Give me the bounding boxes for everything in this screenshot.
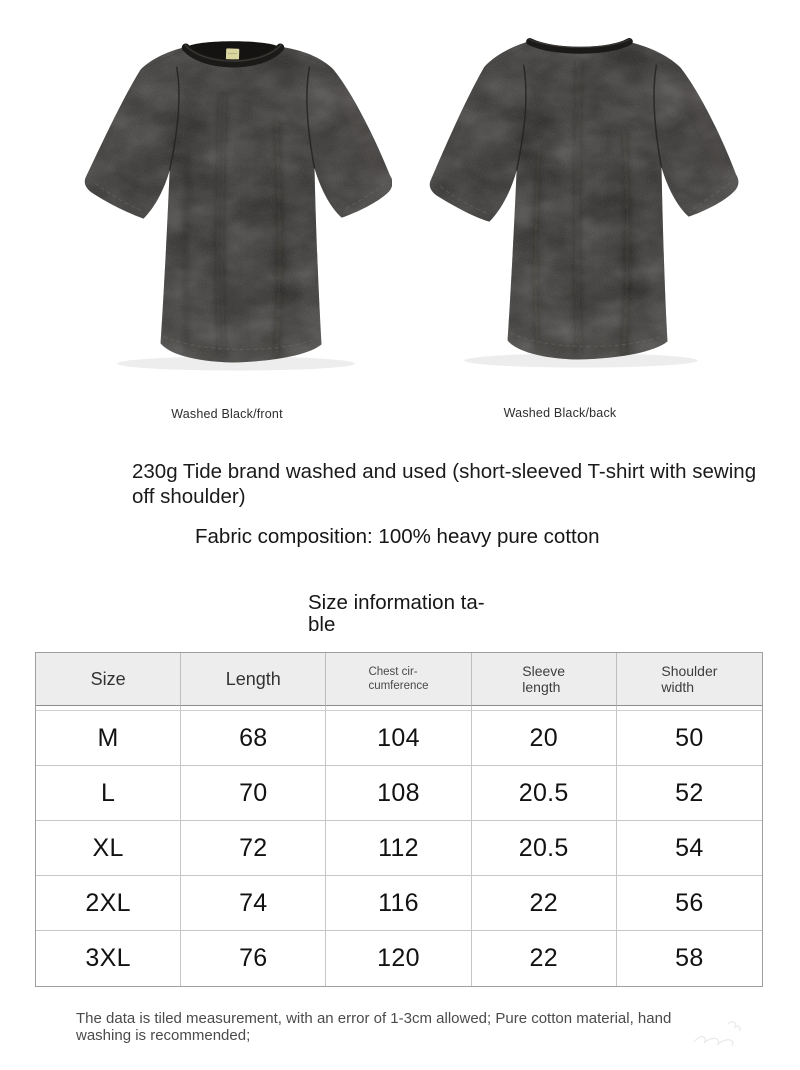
size-value: 76 bbox=[181, 931, 326, 986]
size-value: 104 bbox=[326, 711, 471, 766]
size-row-label: XL bbox=[36, 821, 181, 876]
size-table-header-2: Chest cir- cumference bbox=[326, 653, 471, 706]
size-row-label: 2XL bbox=[36, 876, 181, 931]
size-table-title bbox=[308, 592, 485, 635]
size-value: 54 bbox=[617, 821, 762, 876]
size-value: 74 bbox=[181, 876, 326, 931]
size-value: 72 bbox=[181, 821, 326, 876]
size-row-label: L bbox=[36, 766, 181, 821]
size-value: 58 bbox=[617, 931, 762, 986]
back-photo-caption: Washed Black/back bbox=[503, 406, 617, 420]
product-photo-front bbox=[70, 24, 392, 372]
front-photo-caption: Washed Black/front bbox=[171, 407, 283, 421]
size-value: 20 bbox=[472, 711, 617, 766]
size-table-header-1: Length bbox=[181, 653, 326, 706]
size-table-header-3: Sleeve length bbox=[472, 653, 617, 706]
size-value: 116 bbox=[326, 876, 471, 931]
size-table-title-line1: Size information ta- bbox=[308, 591, 485, 614]
size-value: 20.5 bbox=[472, 766, 617, 821]
size-table-header-0: Size bbox=[36, 653, 181, 706]
size-value: 68 bbox=[181, 711, 326, 766]
size-row-label: M bbox=[36, 711, 181, 766]
size-table bbox=[35, 652, 763, 987]
size-table-title-line2: ble bbox=[308, 612, 336, 636]
size-value: 108 bbox=[326, 766, 471, 821]
tshirt-back-image bbox=[418, 20, 740, 368]
fabric-composition: Fabric composition: 100% heavy pure cotton bbox=[195, 525, 600, 548]
measurement-note: The data is tiled measurement, with an error of 1-3cm allowed; Pure cotton material, hand washing is recommended; bbox=[76, 1010, 672, 1044]
size-value: 120 bbox=[326, 931, 471, 986]
size-table-header-4: Shoulder width bbox=[617, 653, 762, 706]
size-value: 22 bbox=[472, 876, 617, 931]
size-value: 56 bbox=[617, 876, 762, 931]
back-collar-rib bbox=[530, 42, 630, 51]
size-row-label: 3XL bbox=[36, 931, 181, 986]
size-value: 52 bbox=[617, 766, 762, 821]
smudge-artifact bbox=[688, 1012, 744, 1052]
size-value: 50 bbox=[617, 711, 762, 766]
size-value: 112 bbox=[326, 821, 471, 876]
fabric-grain-texture bbox=[70, 24, 392, 371]
size-value: 20.5 bbox=[472, 821, 617, 876]
tshirt-front-image bbox=[70, 24, 392, 372]
product-description: 230g Tide brand washed and used (short-sleeved T-shirt with sewing off shoulder) bbox=[132, 460, 757, 508]
product-photo-back bbox=[418, 20, 740, 368]
size-value: 70 bbox=[181, 766, 326, 821]
size-value: 22 bbox=[472, 931, 617, 986]
